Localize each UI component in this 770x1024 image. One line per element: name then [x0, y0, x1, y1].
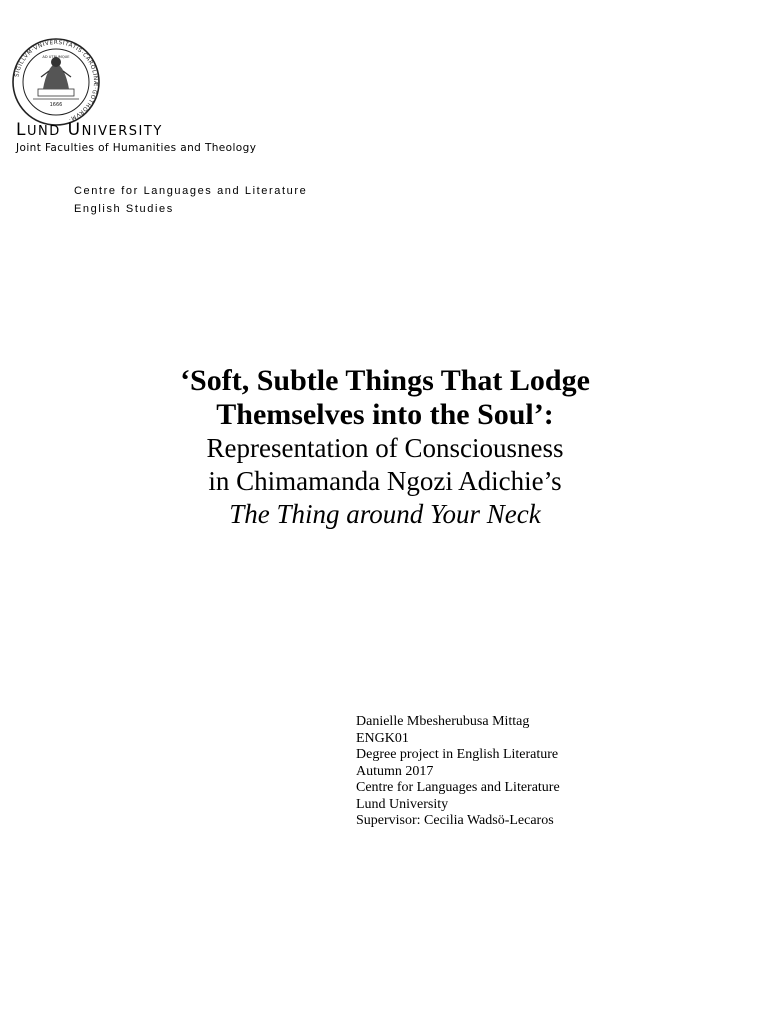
svg-text:AD UTRUMQUE: AD UTRUMQUE	[42, 55, 70, 59]
department-line: Centre for Languages and Literature	[74, 185, 308, 197]
supervisor: Supervisor: Cecilia Wadsö-Lecaros	[356, 813, 554, 828]
book-title: The Thing around Your Neck	[229, 499, 541, 529]
author-name: Danielle Mbesherubusa Mittag	[356, 714, 530, 729]
department-block	[74, 182, 307, 218]
course-code: ENGK01	[356, 730, 409, 746]
thesis-title	[0, 364, 770, 531]
thesis-info	[356, 714, 560, 830]
faculty-name: Joint Faculties of Humanities and Theology	[16, 142, 257, 154]
title-line: ‘Soft, Subtle Things That Lodge	[180, 364, 590, 397]
project-type: Degree project in English Literature	[356, 747, 559, 762]
lund-university-seal	[11, 37, 101, 127]
university-name: LUND UNIVERSITY	[16, 120, 163, 140]
centre-name: Centre for Languages and Literature	[356, 780, 560, 795]
term: Autumn 2017	[356, 763, 434, 779]
title-line: Themselves into the Soul’:	[216, 398, 554, 431]
svg-text:1666: 1666	[49, 102, 63, 108]
subtitle-line: Representation of Consciousness	[206, 433, 564, 463]
svg-text:SIGILLVM·VNIVERSITATIS·CAROLIN: SIGILLVM·VNIVERSITATIS·CAROLINÆ·GOTHORVM·	[14, 39, 99, 122]
university-line: Lund University	[356, 796, 449, 812]
department-line: English Studies	[74, 203, 174, 215]
subtitle-line: in Chimamanda Ngozi Adichie’s	[208, 466, 562, 496]
